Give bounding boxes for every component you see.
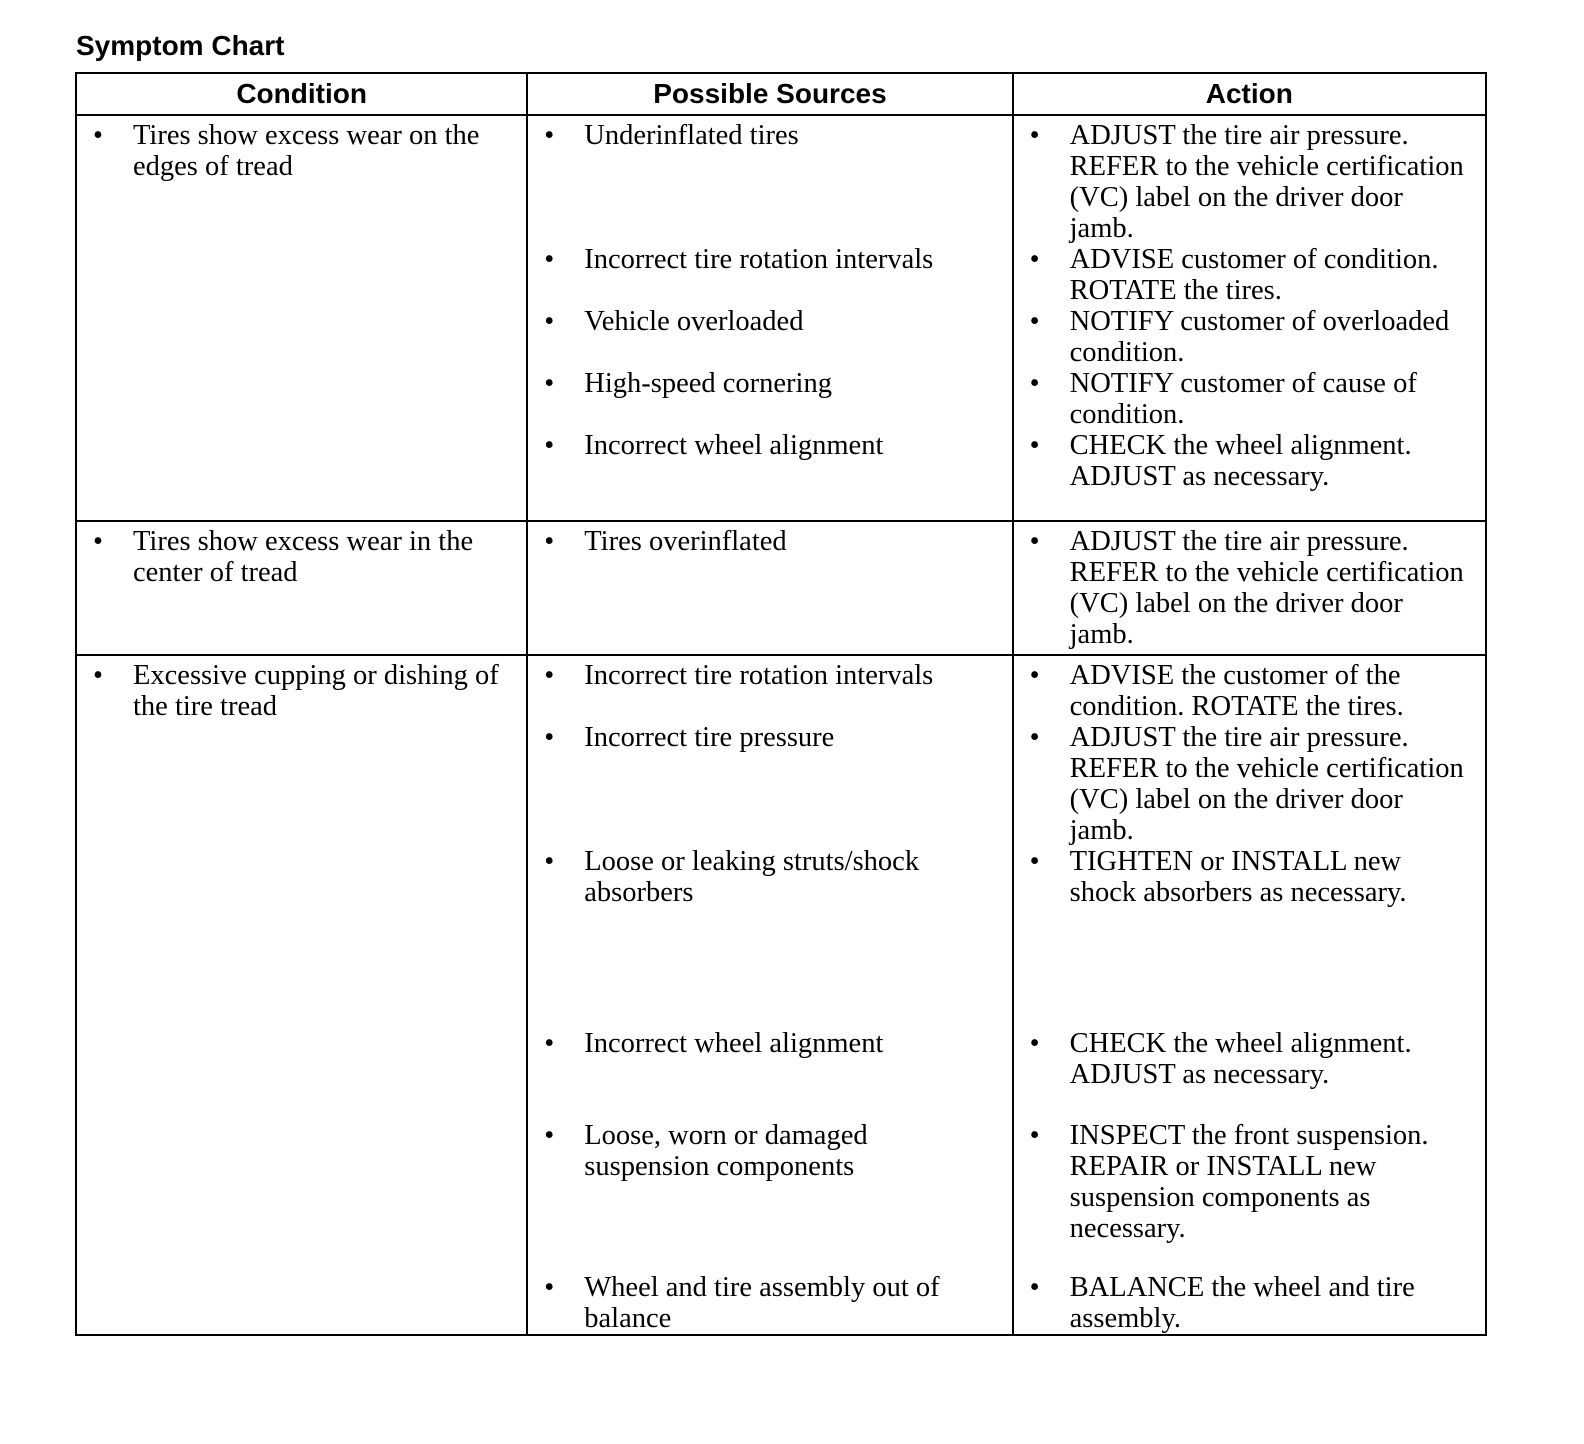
header-row — [76, 73, 1486, 115]
source-text: Incorrect tire rotation intervals — [584, 244, 934, 275]
bullet-icon: • — [1029, 660, 1040, 691]
condition-text: Tires show excess wear in the center of tread — [133, 526, 474, 588]
action-item — [1014, 368, 1485, 430]
condition-text: Tires show excess wear on the edges of tread — [133, 120, 480, 182]
source-text: Wheel and tire assembly out of balance — [584, 1272, 940, 1334]
action-text: CHECK the wheel alignment. ADJUST as necessary. — [1069, 430, 1412, 492]
table-row — [76, 115, 1486, 521]
header-condition: Condition — [76, 73, 527, 115]
bullet-icon: • — [544, 660, 555, 691]
source-item — [528, 660, 1011, 722]
bullet-icon: • — [1029, 430, 1040, 461]
bullet-icon: • — [544, 846, 555, 877]
action-text: NOTIFY customer of cause of condition. — [1069, 368, 1417, 430]
source-item — [528, 1272, 1011, 1334]
source-item — [528, 368, 1011, 430]
bullet-icon: • — [1029, 244, 1040, 275]
bullet-icon: • — [1029, 846, 1040, 877]
source-item — [528, 846, 1011, 1028]
action-text: NOTIFY customer of overloaded condition. — [1069, 306, 1450, 368]
header-possible-sources: Possible Sources — [527, 73, 1012, 115]
bullet-icon: • — [1029, 1272, 1040, 1303]
action-text: ADVISE customer of condition. ROTATE the tires. — [1069, 244, 1439, 306]
bullet-icon: • — [1029, 722, 1040, 753]
action-cell — [1013, 655, 1486, 1335]
source-text: Incorrect tire pressure — [584, 722, 835, 753]
action-text: CHECK the wheel alignment. ADJUST as necessary. — [1069, 1028, 1412, 1090]
bullet-icon: • — [93, 120, 103, 151]
action-item — [1014, 660, 1485, 722]
condition-cell — [76, 115, 527, 521]
action-item — [1014, 306, 1485, 368]
action-item — [1014, 722, 1485, 846]
sources-cell — [527, 521, 1012, 655]
condition-item — [77, 120, 526, 182]
symptom-chart-table — [75, 72, 1487, 1336]
bullet-icon: • — [1029, 526, 1040, 557]
action-text: ADJUST the tire air pressure. REFER to the vehicle certification (VC) label on the driver door jamb. — [1069, 120, 1464, 244]
source-text: Loose or leaking struts/shock absorbers — [584, 846, 920, 908]
source-item — [528, 1120, 1011, 1272]
condition-item — [77, 526, 526, 588]
bullet-icon: • — [544, 1120, 555, 1151]
source-text: Vehicle overloaded — [584, 306, 804, 337]
source-item — [528, 526, 1011, 557]
bullet-icon: • — [544, 430, 555, 461]
bullet-icon: • — [544, 1272, 555, 1303]
page-title: Symptom Chart — [76, 30, 285, 61]
bullet-icon: • — [93, 660, 103, 691]
source-text: High-speed cornering — [584, 368, 832, 399]
source-item — [528, 244, 1011, 306]
source-text: Loose, worn or damaged suspension components — [584, 1120, 868, 1182]
action-item — [1014, 1272, 1485, 1334]
action-text: INSPECT the front suspension. REPAIR or INSTALL new suspension components as necessary. — [1069, 1120, 1429, 1244]
action-text: ADJUST the tire air pressure. REFER to the vehicle certification (VC) label on the driver door jamb. — [1069, 526, 1464, 650]
source-item — [528, 1028, 1011, 1120]
source-text: Tires overinflated — [584, 526, 787, 557]
action-text: BALANCE the wheel and tire assembly. — [1069, 1272, 1415, 1334]
action-item — [1014, 244, 1485, 306]
bullet-icon: • — [544, 722, 555, 753]
source-item — [528, 430, 1011, 492]
source-text: Incorrect wheel alignment — [584, 1028, 884, 1059]
condition-item — [77, 660, 526, 722]
bullet-icon: • — [544, 244, 555, 275]
action-cell — [1013, 521, 1486, 655]
condition-cell — [76, 655, 527, 1335]
table-row — [76, 655, 1486, 1335]
action-item — [1014, 1120, 1485, 1272]
action-cell — [1013, 115, 1486, 521]
bullet-icon: • — [1029, 368, 1040, 399]
header-action: Action — [1013, 73, 1486, 115]
source-item — [528, 120, 1011, 244]
sources-cell — [527, 655, 1012, 1335]
source-item — [528, 722, 1011, 846]
action-item — [1014, 120, 1485, 244]
action-item — [1014, 526, 1485, 650]
action-text: ADVISE the customer of the condition. ROTATE the tires. — [1069, 660, 1404, 722]
source-item — [528, 306, 1011, 368]
bullet-icon: • — [544, 120, 555, 151]
bullet-icon: • — [1029, 306, 1040, 337]
sources-cell — [527, 115, 1012, 521]
condition-cell — [76, 521, 527, 655]
source-text: Underinflated tires — [584, 120, 799, 151]
bullet-icon: • — [544, 306, 555, 337]
bullet-icon: • — [1029, 1028, 1040, 1059]
bullet-icon: • — [1029, 1120, 1040, 1151]
table-row — [76, 521, 1486, 655]
condition-text: Excessive cupping or dishing of the tire tread — [133, 660, 499, 722]
bullet-icon: • — [1029, 120, 1040, 151]
action-text: TIGHTEN or INSTALL new shock absorbers as necessary. — [1069, 846, 1407, 908]
source-text: Incorrect tire rotation intervals — [584, 660, 934, 691]
bullet-icon: • — [544, 368, 555, 399]
bullet-icon: • — [93, 526, 103, 557]
action-item — [1014, 1028, 1485, 1120]
bullet-icon: • — [544, 1028, 555, 1059]
action-item — [1014, 846, 1485, 1028]
bullet-icon: • — [544, 526, 555, 557]
action-text: ADJUST the tire air pressure. REFER to the vehicle certification (VC) label on the driver door jamb. — [1069, 722, 1464, 846]
source-text: Incorrect wheel alignment — [584, 430, 884, 461]
action-item — [1014, 430, 1485, 492]
